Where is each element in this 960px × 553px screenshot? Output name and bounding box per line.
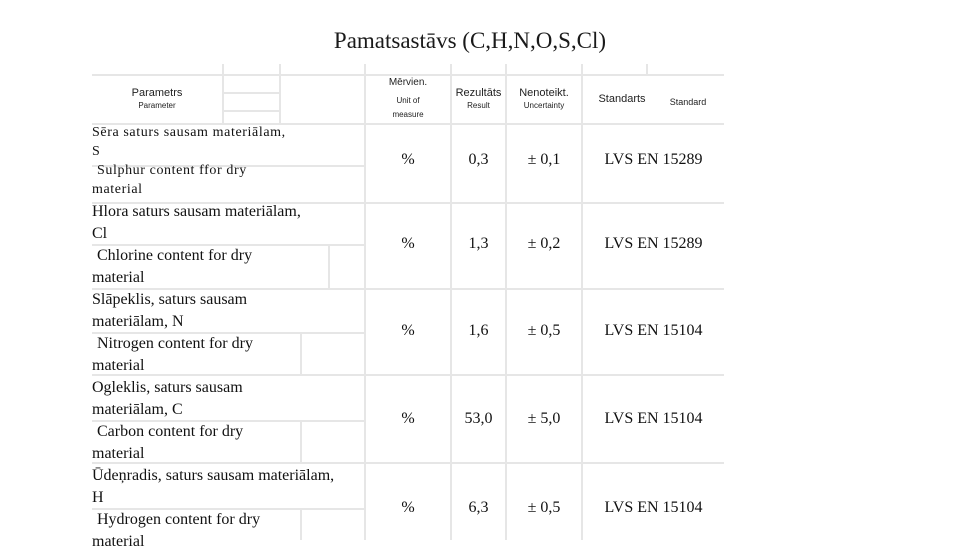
header-result-en: Result <box>467 101 490 110</box>
row-3-parameter-line-4: material <box>92 357 145 374</box>
header-parameter <box>92 87 222 110</box>
table-grid-cell <box>224 76 279 92</box>
row-5-parameter-line-1: Ūdeņradis, saturs sausam materiālam, <box>92 467 335 484</box>
row-4-uncertainty: ± 5,0 <box>527 410 561 427</box>
header-uncertainty <box>504 87 584 110</box>
row-3-parameter-line-2: materiālam, N <box>92 313 184 330</box>
row-2-parameter-line-3: Chlorine content for dry <box>97 247 253 264</box>
row-4-standard: LVS EN 15104 <box>604 410 703 427</box>
slide-title: Pamatsastāvs (C,H,N,O,S,Cl) <box>333 28 607 53</box>
table-grid-cell <box>648 64 724 74</box>
row-2-standard: LVS EN 15289 <box>604 235 703 252</box>
table-grid-cell <box>452 64 505 74</box>
row-4-parameter <box>92 377 243 465</box>
header-unit <box>366 77 450 119</box>
row-1-standard: LVS EN 15289 <box>604 151 703 168</box>
header-uncertainty-lv: Nenoteikt. <box>519 87 569 99</box>
row-3-parameter <box>92 289 253 377</box>
table-grid-cell <box>281 76 364 123</box>
row-1-uncertainty: ± 0,1 <box>527 151 561 168</box>
row-3-parameter-line-3: Nitrogen content for dry <box>97 335 253 352</box>
row-4-parameter-line-3: Carbon content for dry <box>97 423 244 440</box>
header-standard-en: Standard <box>669 97 707 107</box>
header-result-lv: Rezultāts <box>455 87 502 99</box>
row-3-uncertainty: ± 0,5 <box>527 322 561 339</box>
row-1-parameter-line-1: Sēra saturs sausam materiālam, <box>92 125 286 140</box>
header-uncertainty-en: Uncertainty <box>523 101 565 110</box>
table-grid-cell <box>92 64 222 74</box>
row-2-parameter-line-4: material <box>92 269 145 286</box>
row-4-parameter-line-1: Ogleklis, saturs sausam <box>92 379 243 396</box>
header-standard <box>587 93 657 105</box>
row-5-uncertainty: ± 0,5 <box>527 499 561 516</box>
row-4-result: 53,0 <box>464 410 493 427</box>
row-3-unit: % <box>401 322 415 339</box>
table-grid-cell <box>224 94 279 110</box>
table-grid-cell <box>224 112 279 123</box>
row-2-parameter-line-1: Hlora saturs sausam materiālam, <box>92 203 301 220</box>
header-unit-en-1: Unit of <box>396 96 420 105</box>
table-grid-cell <box>302 422 364 462</box>
row-1-parameter-line-3: Sulphur content ffor dry <box>97 163 247 178</box>
header-unit-lv: Mērvien. <box>388 77 428 88</box>
row-4-unit: % <box>401 410 415 427</box>
row-3-result: 1,6 <box>468 322 489 339</box>
table-grid-cell <box>281 64 364 74</box>
header-parameter-en: Parameter <box>138 101 176 110</box>
table-grid-cell <box>224 64 279 74</box>
row-2-unit: % <box>401 235 415 252</box>
row-5-parameter-line-4: material <box>92 533 145 550</box>
header-unit-en-2: measure <box>392 110 424 119</box>
row-4-parameter-line-4: material <box>92 445 145 462</box>
row-1-result: 0,3 <box>468 151 489 168</box>
row-2-uncertainty: ± 0,2 <box>527 235 561 252</box>
row-1-parameter-line-4: material <box>92 182 143 197</box>
table-grid-cell <box>366 64 450 74</box>
row-5-parameter-line-2: H <box>92 489 104 506</box>
row-5-unit: % <box>401 499 415 516</box>
header-standard-en-wrap <box>660 95 716 107</box>
row-1-parameter-line-2: S <box>92 144 101 159</box>
row-1-unit: % <box>401 151 415 168</box>
row-2-parameter <box>92 201 301 289</box>
table-grid-cell <box>507 64 581 74</box>
row-5-result: 6,3 <box>468 499 489 516</box>
table-grid-cell <box>330 246 364 288</box>
row-5-parameter-line-3: Hydrogen content for dry <box>97 511 261 528</box>
row-4-parameter-line-2: materiālam, C <box>92 401 183 418</box>
table-grid-cell <box>302 334 364 374</box>
row-3-parameter-line-1: Slāpeklis, saturs sausam <box>92 291 248 308</box>
row-2-result: 1,3 <box>468 235 489 252</box>
table-grid-cell <box>583 64 646 74</box>
header-standard-lv: Standarts <box>598 93 646 105</box>
row-3-standard: LVS EN 15104 <box>604 322 703 339</box>
row-1-parameter <box>92 123 286 199</box>
header-result <box>446 87 511 110</box>
row-2-parameter-line-2: Cl <box>92 225 108 242</box>
row-5-standard: LVS EN 15104 <box>604 499 703 516</box>
header-parameter-lv: Parametrs <box>131 87 183 99</box>
